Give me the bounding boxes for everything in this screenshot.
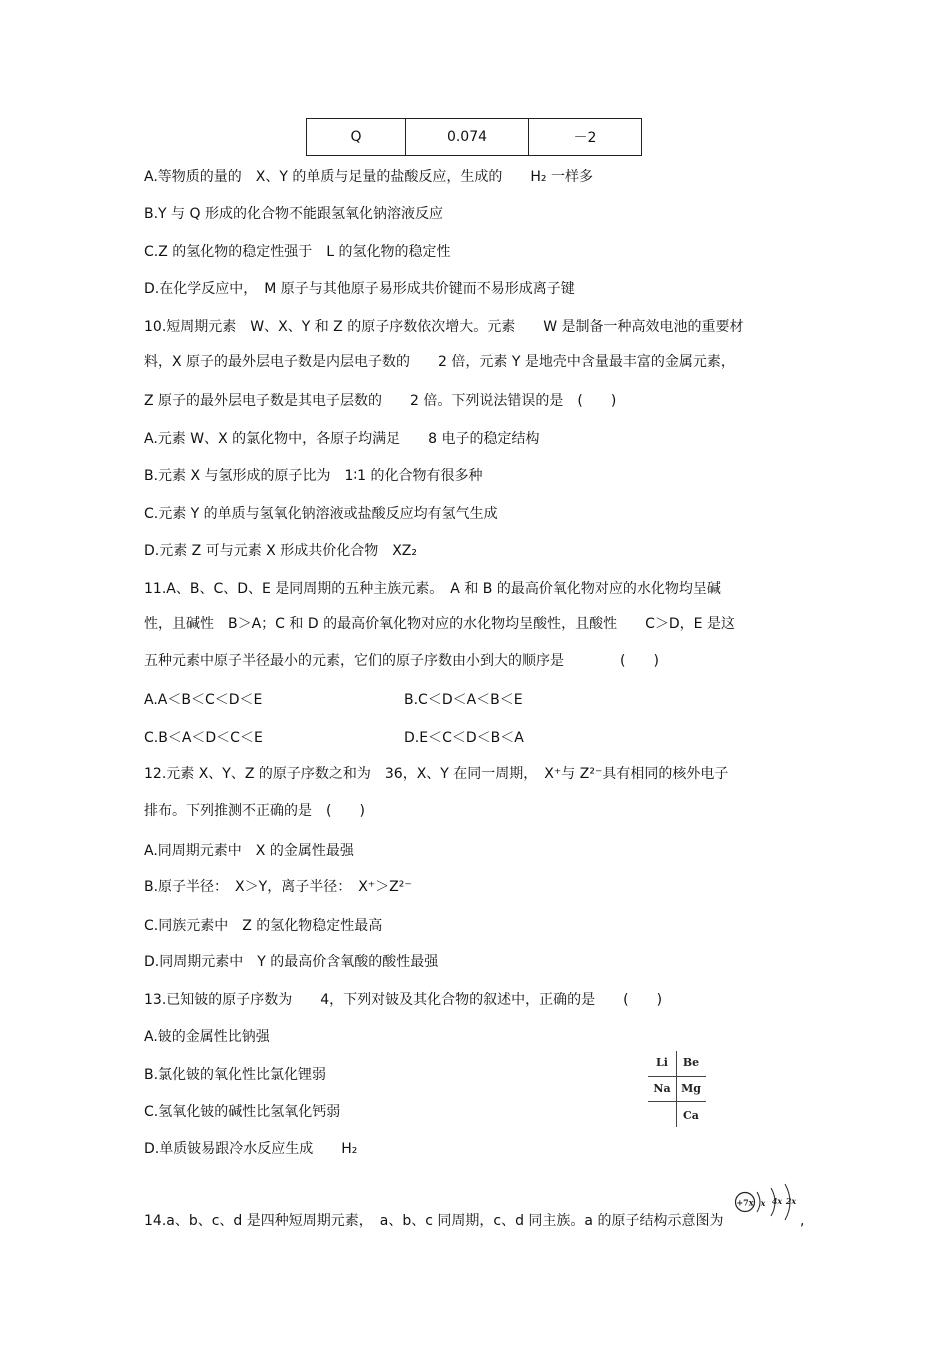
table-cell-symbol: Q <box>307 119 406 156</box>
table-cell-radius: 0.074 <box>406 119 529 156</box>
option-b: B.C＜D＜A＜B＜E <box>404 692 523 708</box>
atom-structure-diagram <box>733 1180 803 1222</box>
grid-divider <box>648 1076 706 1077</box>
option-d: D.E＜C＜D＜B＜A <box>404 730 524 746</box>
option-line: C.氢氧化铍的碱性比氢氧化钙弱 <box>144 1104 341 1120</box>
question-text: Z 原子的最外层电子数是其电子层数的 2 倍。下列说法错误的是 ( ) <box>144 393 617 409</box>
table-cell-valence: －2 <box>529 119 642 156</box>
option-line: B.原子半径： X＞Y，离子半径： X⁺＞Z²⁻ <box>144 879 412 895</box>
question-text: 性，且碱性 B＞A；C 和 D 的最高价氧化物对应的水化物均呈酸性，且酸性 C＞D，E 是这 <box>144 616 735 632</box>
shell-1-electrons: x <box>760 1198 766 1208</box>
option-line: B.元素 X 与氢形成的原子比为 1∶1 的化合物有很多种 <box>144 468 483 484</box>
question-text: 排布。下列推测不正确的是 ( ) <box>144 803 365 819</box>
option-c: C.B＜A＜D＜C＜E <box>144 730 263 746</box>
option-line: D.在化学反应中， M 原子与其他原子易形成共价键而不易形成离子键 <box>144 281 575 297</box>
option-line: C.同族元素中 Z 的氢化物稳定性最高 <box>144 918 383 934</box>
question-text: 料，X 原子的最外层电子数是内层电子数的 2 倍，元素 Y 是地壳中含量最丰富的金属元素， <box>144 354 735 370</box>
option-a: A.A＜B＜C＜D＜E <box>144 692 263 708</box>
element-be: Be <box>682 1056 700 1069</box>
option-line: C.Z 的氢化物的稳定性强于 L 的氢化物的稳定性 <box>144 244 451 260</box>
option-line: B.Y 与 Q 形成的化合物不能跟氢氧化钠溶液反应 <box>144 206 443 222</box>
question-text: 14.a、b、c、d 是四种短周期元素， a、b、c 同周期，c、d 同主族。a 的原子结构示意图为 <box>144 1213 724 1229</box>
question-text: 13.已知铍的原子序数为 4，下列对铍及其化合物的叙述中，正确的是 ( ) <box>144 992 663 1008</box>
question-text: 五种元素中原子半径最小的元素，它们的原子序数由小到大的顺序是 ( ) <box>144 653 659 669</box>
element-ca: Ca <box>683 1109 699 1122</box>
trailing-comma: , <box>800 1213 805 1229</box>
option-line: A.铍的金属性比钠强 <box>144 1029 270 1045</box>
table-row <box>307 119 642 156</box>
element-li: Li <box>656 1056 668 1069</box>
shell-3-electrons: 2x <box>785 1196 797 1206</box>
option-line: A.元素 W、X 的氯化物中，各原子均满足 8 电子的稳定结构 <box>144 431 540 447</box>
question-text: 11.A、B、C、D、E 是同周期的五种主族元素。 A 和 B 的最高价氧化物对应的水化物均呈碱 <box>144 581 721 597</box>
option-line: C.元素 Y 的单质与氢氧化钠溶液或盐酸反应均有氢气生成 <box>144 506 498 522</box>
option-line: D.元素 Z 可与元素 X 形成共价化合物 XZ₂ <box>144 543 418 559</box>
data-table <box>306 118 642 156</box>
question-text: 12.元素 X、Y、Z 的原子序数之和为 36，X、Y 在同一周期， X⁺与 Z²⁻具有相同的核外电子 <box>144 766 729 782</box>
element-na: Na <box>653 1082 671 1095</box>
grid-divider <box>648 1101 706 1102</box>
option-line: D.同周期元素中 Y 的最高价含氧酸的酸性最强 <box>144 954 439 970</box>
option-line: A.同周期元素中 X 的金属性最强 <box>144 843 354 859</box>
nucleus-charge: +7x <box>736 1197 754 1208</box>
shell-2-electrons: 4x <box>771 1196 783 1206</box>
option-line: D.单质铍易跟冷水反应生成 H₂ <box>144 1141 358 1157</box>
option-line: A.等物质的量的 X、Y 的单质与足量的盐酸反应，生成的 H₂ 一样多 <box>144 169 593 185</box>
element-mg: Mg <box>681 1082 701 1095</box>
question-text: 10.短周期元素 W、X、Y 和 Z 的原子序数依次增大。元素 W 是制备一种高效电池的重要材 <box>144 319 744 335</box>
option-line: B.氯化铍的氧化性比氯化锂弱 <box>144 1067 327 1083</box>
